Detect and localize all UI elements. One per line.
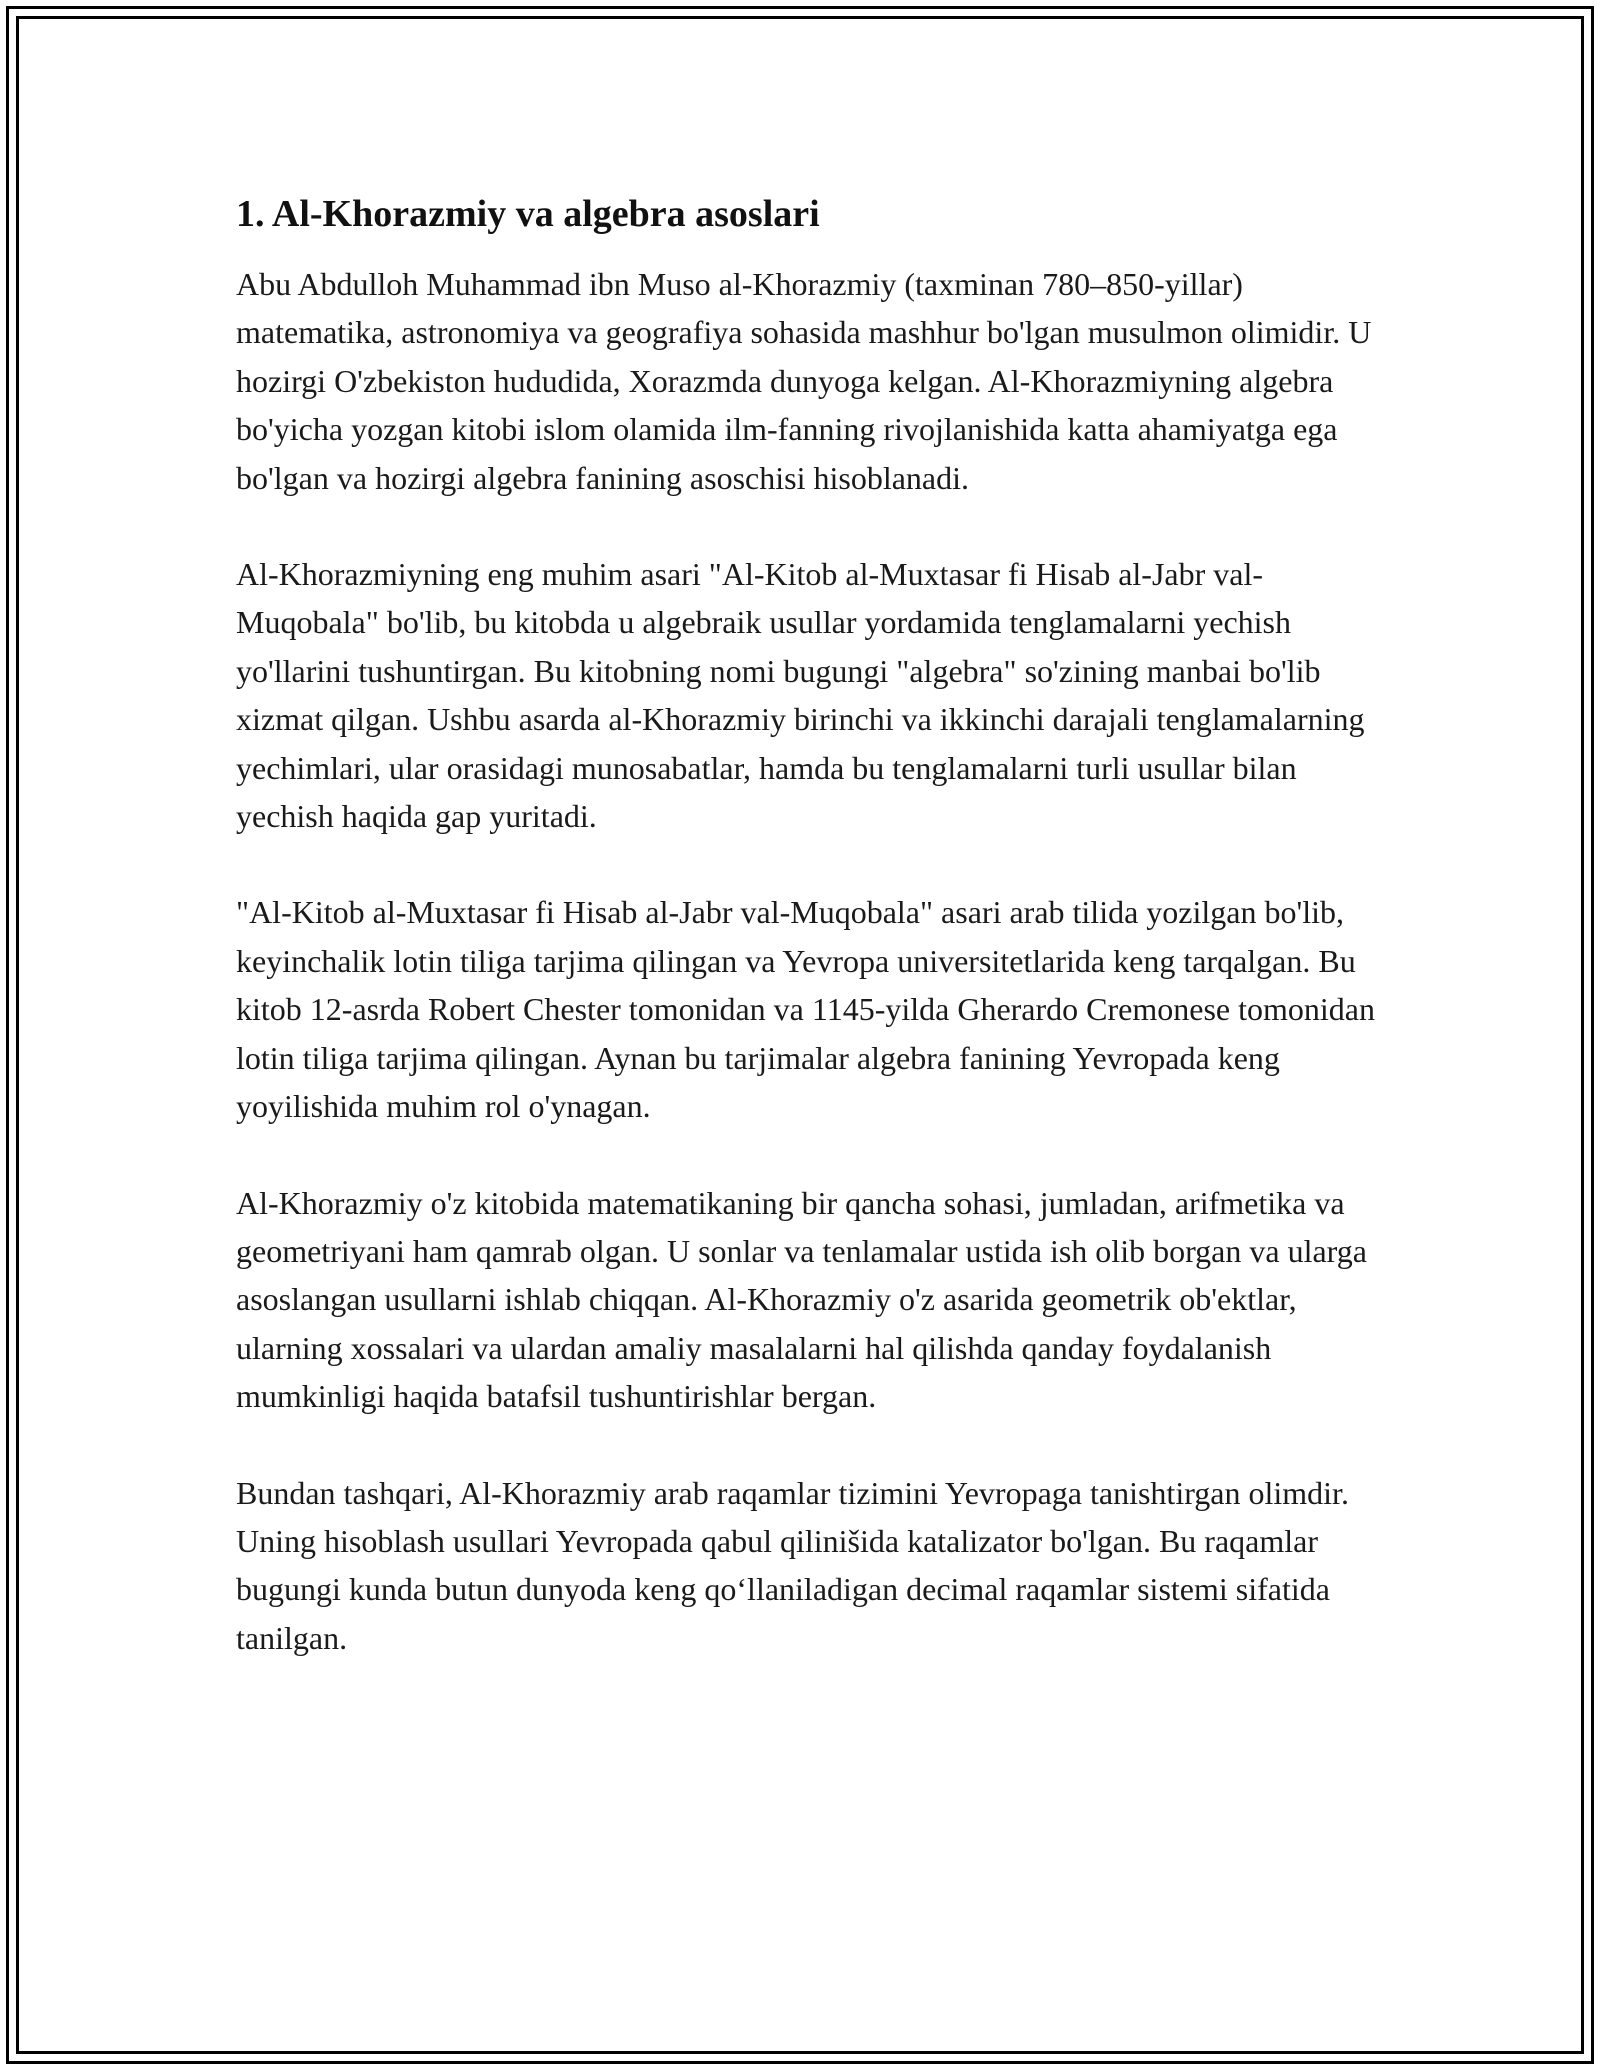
paragraph-1: Abu Abdulloh Muhammad ibn Muso al-Khorazmiy (taxminan 780–850-yillar) matematika, astronomiya va geografiya sohasida mashhur bo'lgan musulmon olimidir. U hozirgi O'zbekiston hududida, Xorazmda dunyoga kelgan. Al-Khorazmiyning algebra bo'yicha yozgan kitobi islom olamida ilm-fanning rivojlanishida katta ahamiyatga ega bo'lgan va hozirgi algebra fanining asoschisi hisoblanadi. [236,266,1372,496]
section-title: 1. Al-Khorazmiy va algebra asoslari [236,193,820,235]
paragraph-3: "Al-Kitob al-Muxtasar fi Hisab al-Jabr val-Muqobala" asari arab tilida yozilgan bo'lib, keyinchalik lotin tiliga tarjima qilingan va Yevropa universitetlarida keng tarqalgan. Bu kitob 12-asrda Robert Chester tomonidan va 1145-yilda Gherardo Cremonese tomonidan lotin tiliga tarjima qilingan. Aynan bu tarjimalar algebra fanining Yevropada keng yoyilishida muhim rol o'ynagan. [236,894,1375,1125]
paragraph-5: Bundan tashqari, Al-Khorazmiy arab raqamlar tizimini Yevropaga tanishtirgan olimdir. Uning hisoblash usullari Yevropada qabul qilinišida katalizator bo'lgan. Bu raqamlar bugungi kunda butun dunyoda keng qo‘llaniladigan decimal raqamlar sistemi sifatida tanilgan. [236,1474,1349,1656]
paragraph-2: Al-Khorazmiyning eng muhim asari "Al-Kitob al-Muxtasar fi Hisab al-Jabr val-Muqobala" bo'lib, bu kitobda u algebraik usullar yordamida tenglamalarni yechish yo'llarini tushuntirgan. Bu kitobning nomi bugungi "algebra" so'zining manbai bo'lib xizmat qilgan. Ushbu asarda al-Khorazmiy birinchi va ikkinchi darajali tenglamalarning yechimlari, ular orasidagi munosabatlar, hamda bu tenglamalarni turli usullar bilan yechish haqida gap yuritadi. [236,556,1365,835]
document-body [236,190,1376,1710]
paragraph-4: Al-Khorazmiy o'z kitobida matematikaning bir qancha sohasi, jumladan, arifmetika va geometriyani ham qamrab olgan. U sonlar va tenlamalar ustida ish olib borgan va ularga asoslangan usullarni ishlab chiqqan. Al-Khorazmiy o'z asarida geometrik ob'ektlar, ularning xossalari va ulardan amaliy masalalarni hal qilishda qanday foydalanish mumkinligi haqida batafsil tushuntirishlar bergan. [236,1184,1367,1415]
